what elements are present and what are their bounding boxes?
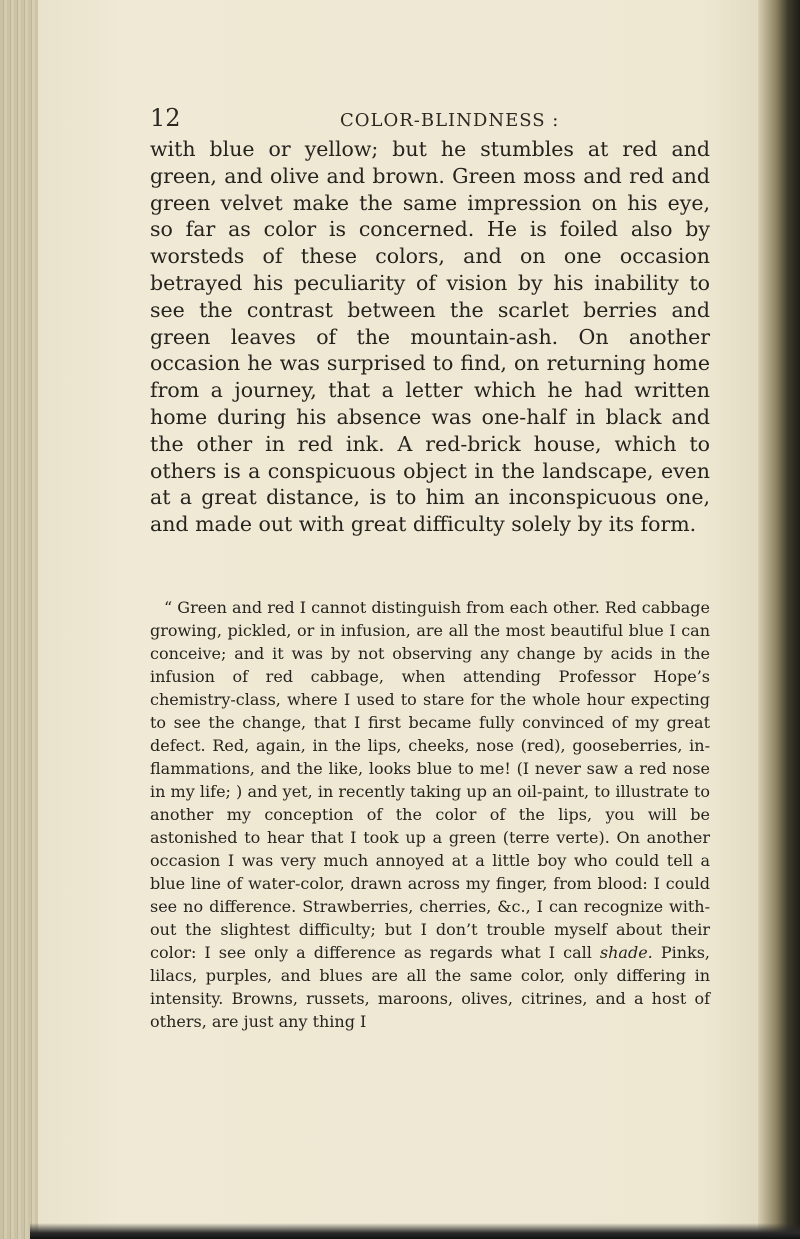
quote-text-part-1: “ Green and red I cannot distinguish from each other. Red cabbage growing, pickled, or in infusion, are all the most beautiful blue I can conceive; and it was by not observing any change by acids in the infusion of red cabbage, when attending Professor Hope’s chemistry-class, where I used to stare for the whole hour expecting to see the change, that I first became fully convinced of my great defect. Red, again, in the lips, cheeks, nose (red), gooseberries, inflammations, and the like, looks blue to me! (I never saw a red nose in my life; ) and yet, in recently taking up an oil-paint, to illustrate to another my conception of the color of the lips, you will be astonished to hear that I took up a green (terre verte). On another occasion I was very much annoyed at a little boy who could tell a blue line of water-color, drawn across my finger, from blood: I could see no difference. Strawberries, cherries, &c., I can recognize without the slightest difficulty; but I don’t trouble myself about their color: I see only a difference as regards what I call — [150, 598, 710, 962]
bottom-edge-shadow — [30, 1223, 800, 1239]
quoted-letter-block — [150, 596, 710, 1033]
quote-emphasis: shade. — [599, 943, 653, 962]
page-edge-shadow — [758, 0, 800, 1239]
binding-gutter — [0, 0, 38, 1239]
quoted-letter — [150, 596, 710, 1033]
quote-text-part-2: Pinks, lilacs, purples, and blues are all the same color, only differing in intensity. Browns, russets, maroons, olives, citrines, and a host of others, are just any thing I — [150, 943, 710, 1031]
page-header — [150, 104, 710, 134]
main-paragraph: with blue or yellow; but he stumbles at red and green, and olive and brown. Green moss and red and green velvet make the same impression on his eye, so far as color is concerned. He is foiled also by worsteds of these colors, and on one occasion betrayed his peculiarity of vision by his inability to see the contrast between the scarlet berries and green leaves of the mountain-ash. On another occasion he was surprised to find, on returning home from a journey, that a letter which he had written home during his absence was one-half in black and the other in red ink. A red-brick house, which to others is a conspicuous object in the landscape, even at a great distance, is to him an inconspicuous one, and made out with great difficulty solely by its form. — [150, 137, 710, 537]
page-number: 12 — [150, 104, 181, 132]
running-head: COLOR-BLINDNESS : — [340, 110, 560, 131]
main-paragraph-block — [150, 136, 710, 538]
